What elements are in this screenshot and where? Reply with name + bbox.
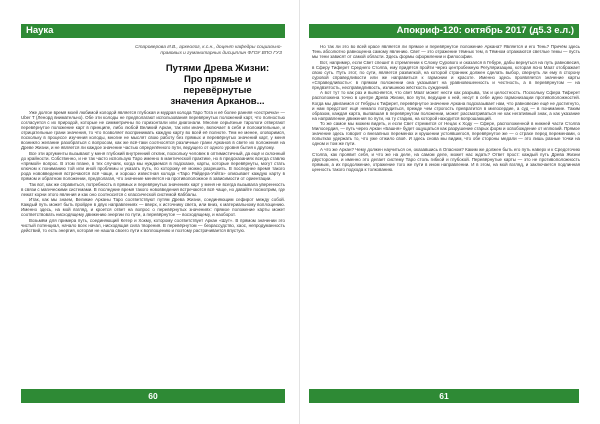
article-title — [150, 63, 285, 107]
right-page — [300, 0, 600, 424]
article-body — [21, 110, 285, 385]
paragraph: Все эти аргументы вызывают у меня глубокий внутренний отклик, поскольку человек в оптимистичный, да ещё и склонный до крайности. Собственно, и не так часто использую Таро именно в мантической практике, но в предсказаниях всегда ставлю «прямой» вопрос. В этом плане, в тех случаях, когда мы нуждаемся в подсказке, карты, которые перевёрнуты, могут стать ключом к пониманию той или иной проблемы и указать путь, по которому её можно разрешить. В последнее время такого рода нововведения встречаются всё чаще, и хорошо известная колода «Таро Райдера-Уэйта» описывает каждую карту в прямом и обратном положении, предполагая, что значение меняется на противоположное в зависимости от ориентации. — [21, 150, 285, 182]
page-number: 60 — [21, 389, 285, 403]
title-line: Про прямые и перевёрнутые — [183, 74, 252, 96]
title-line: значения Арканов... — [170, 96, 265, 107]
paragraph: То же самое мы можем видеть, и если Свет стремится от Нецах к Ходу — Сфере, расположенной в нижней части Столпа Милосердия, — путь через Аркан «Башня» будет ощущаться как разрушение старых форм и освобождение от иллюзий. Прямое значение здесь говорит о внезапных переменах и крушении устоявшегося, перевёрнутое же — о страхе перед переменами, о попытках удержать то, что уже отжило своё. И здесь снова мы видим, что обе стороны медали — это лишь разные точки на одном и том же пути. — [312, 121, 580, 147]
article-body — [312, 44, 580, 384]
title-line: Путями Древа Жизни: — [165, 63, 270, 74]
page-number: 61 — [309, 389, 579, 403]
paragraph: Уже долгое время моей любимой колодой является глубокая и мудрая колода Таро Тота и её более ранняя «сестричка» — Uber T (Ленорд внимательно). Обе эти колоды не предполагают использования перевёрнутых положений карт, что полностью согласуется с их природой, которые не симметричны по горизонтали или диагонали. Многие серьёзные тарологи отвергают перевёрнутое положение карт в принципе, либо любой Великий Аркан, так или иначе, включает в себя и положительные, и отрицательные грани значения, то что позволяет воспринимать каждую карту во всей её полноте. Тем не менее, оговоримся, поскольку в процессе изучения колоды, многие не мыслят свою работу без прямых и перевёрнутых значений карт, у меня возникло желание разобраться с вопросом, как же всё-таки соотносятся различные грани Арканов в свете их положения на Древе Жизни, и не является ли каждое значение частью определённого пути, ведущего от одного уровня бытия к другому. — [21, 110, 285, 151]
paragraph: Итак, как мы знаем, Великие Арканы Таро соответствуют путям Древа Жизни, соединяющим сефирот между собой. Каждый путь может быть пройден в двух направлениях — вверх, к источнику света, или вниз, к материальному воплощению. Именно здесь, на мой взгляд, и кроется ответ на вопрос о перевёрнутых значениях: прямое положение карты может соответствовать нисходящему движению энергии по пути, а перевёрнутое — восходящему, и наоборот. — [21, 197, 285, 218]
paragraph: Возьмём для примера путь, соединяющий Кетер и Хокму, которому соответствует Аркан «Шут». В прямом значении это чистый потенциал, начало всех начал, нисходящая сила творения. В перевёрнутом — безрассудство, хаос, непродуманность действий, то есть энергия, которая не нашла своего пути к воплощению и поэтому растрачивается впустую. — [21, 217, 285, 234]
paragraph: Вот, например, если Свет спешит в стремлении к Слому Сурового и оказался в Гебуре, дабы вернуться на путь равновесия, в Сферу Тиферет Среднего Столпа, ему придётся пройти через центробежную Регуляризацию, которая ясно Маат отображает свою суть. Путь этот, по сути, является развилкой, на которой странник должен сделать выбор, свернуть ли ему в сторону суровой справедливости или же направиться к гармонии и красоте. Именно здесь проявляется значение карты «Справедливость»: в прямом положении она указывает на уравновешенность и честность, а в перевёрнутом — на предвзятость, несправедливость, излишнюю жёсткость суждений. — [312, 59, 580, 90]
issue-header: Апокриф-120: октябрь 2017 (д5.3 е.л.) — [309, 24, 579, 38]
author-byline: Староверова И.В., археолог, к.с.н., доцент кафедры социально-правовых и гуманитарных дисциплин ФГОУ ВПО ГУЗ — [134, 45, 282, 56]
paragraph: Но так ли это во всей красе является ли прямое и перевёрнутое положение Аркана? Является и его Тень? Причём здесь Тень абсолютно равноценна самому явлению. Свет — это отражение тёмных тем, в Тёмном отражаются светлые темы — пусть мы тени зависят от самой области. Здесь формы оформлении и философии. — [312, 44, 580, 60]
paragraph: А вот тут то как раз и выясняется, что свет Маат может нести как разрыва, так и целостность. Поскольку Сфера Тиферет расположена точно в центре Древа Жизни, все пути, ведущие к ней, несут в себе идею гармонизации противоположностей. Когда мы двигаемся от Гебуры к Тиферет, перевёрнутое значение Аркана подсказывает нам, что равновесие ещё не достигнуто, и нам предстоит ещё немало потрудиться, прежде чем строгость превратится в милосердие, а суд — в понимание. Таким образом, каждая карта, выпавшая в перевёрнутом положении, может рассматриваться не как негативный знак, а как указание на направление движения по пути, на ту стадию, на которой находится вопрошающий. — [312, 90, 580, 121]
section-header: Наука — [21, 24, 285, 38]
paragraph: А что же Аркан? Чему должен научиться он, оказавшись в Опасном? Каким же должен быть его путь наверх и к Средоточию Столпа, как проявит себя, и что же на деле, на самом деле, может нас ждать? Ответ прост: каждый путь Древа Жизни двусторонен, и именно это делает систему Таро столь гибкой и глубокой. Перевёрнутые карты — это не противоположность прямым, а их продолжение, отражение того же пути в ином направлении. И в этом, на мой взгляд, и заключается подлинная ценность такого подхода к толкованию. — [312, 146, 580, 173]
paragraph: Так вот, как же справиться, потребность в прямых и перевёрнутых значениях карт у меня не всегда вызывала уверенность в связи с магическими системами. В последние время такого нововведения встречаются всё чаще, но давайте посмотрим, где лежат корни этого явления и как оно соотносится с классической системой Каббалы. — [21, 181, 285, 197]
